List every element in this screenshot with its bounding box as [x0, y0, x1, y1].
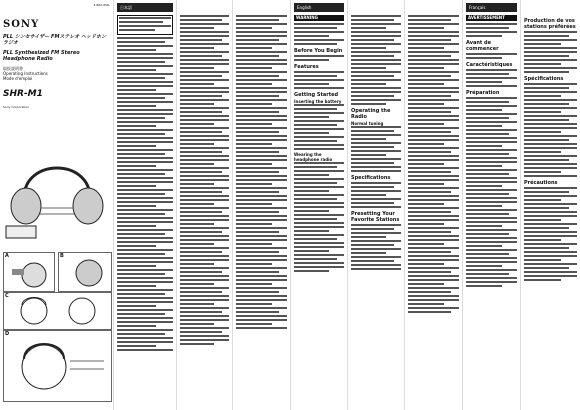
doc-lang-en: Operating Instructions	[3, 71, 48, 76]
french-panel-2	[521, 0, 580, 410]
doc-lang-fr: Mode d'emploi	[3, 76, 33, 81]
title-japanese: PLL シンセサイザー FMステレオ ヘッドホンラジオ	[3, 34, 106, 46]
warning-heading-en: WARNING	[294, 15, 344, 21]
getting-started-heading: Getting Started	[294, 92, 339, 98]
model-name: SHR-M1	[3, 89, 43, 99]
wearing-illustration	[4, 293, 111, 329]
battery-insert-icon	[4, 253, 54, 291]
english-panel-3	[405, 0, 463, 410]
headphone-diagram	[4, 148, 110, 242]
before-you-begin-heading: Before You Begin	[294, 48, 343, 54]
figure-d	[3, 330, 112, 402]
specifications-heading-fr: Spécifications	[524, 76, 564, 82]
inserting-battery-heading: Inserting the battery	[294, 99, 342, 104]
specifications-heading-en: Specifications	[351, 175, 391, 181]
footer-brand: Sony Corporation	[3, 105, 30, 109]
tab-english: English	[294, 3, 344, 12]
figure-label-a: A	[5, 253, 9, 259]
caracteristiques-heading: Caractéristiques	[466, 62, 513, 68]
tab-french: Français	[466, 3, 517, 12]
warning-heading-fr: AVERTISSEMENT	[466, 15, 517, 21]
english-panel-1	[291, 0, 348, 410]
japanese-panel-3	[233, 0, 291, 410]
figure-a	[3, 252, 55, 292]
presetting-heading: Presetting Your Favorite Stations	[351, 211, 400, 223]
wearing-heading: Wearing the headphone radio	[294, 152, 333, 162]
head-illustration	[4, 331, 111, 401]
japanese-panel-2	[177, 0, 233, 410]
avant-heading: Avant de commencer	[466, 40, 499, 52]
french-panel-1	[463, 0, 521, 410]
figure-label-c: C	[5, 293, 9, 299]
normal-tuning-heading: Normal tuning	[351, 121, 384, 126]
english-panel-2	[348, 0, 405, 410]
features-heading: Features	[294, 64, 319, 70]
doc-lang-jp: 取扱説明書	[3, 66, 23, 71]
production-heading: Production de vos stations préférées	[524, 18, 576, 30]
operating-heading: Operating the Radio	[351, 108, 391, 120]
precautions-heading: Précautions	[524, 180, 558, 186]
tab-japanese: 日本語	[117, 3, 173, 12]
cover-panel	[0, 0, 114, 410]
preparation-heading: Préparation	[466, 90, 500, 96]
earpiece-icon	[59, 253, 111, 291]
brand-logo: SONY	[3, 19, 40, 30]
title-english: PLL Synthesized FM Stereo Headphone Radio	[3, 50, 80, 62]
figure-label-d: D	[5, 331, 10, 337]
warning-box-jp	[117, 15, 173, 35]
japanese-panel-1	[114, 0, 177, 410]
figure-b	[58, 252, 112, 292]
model-code: 3-862-656-	[93, 3, 110, 7]
figure-c	[3, 292, 112, 330]
figure-label-b: B	[60, 253, 64, 259]
